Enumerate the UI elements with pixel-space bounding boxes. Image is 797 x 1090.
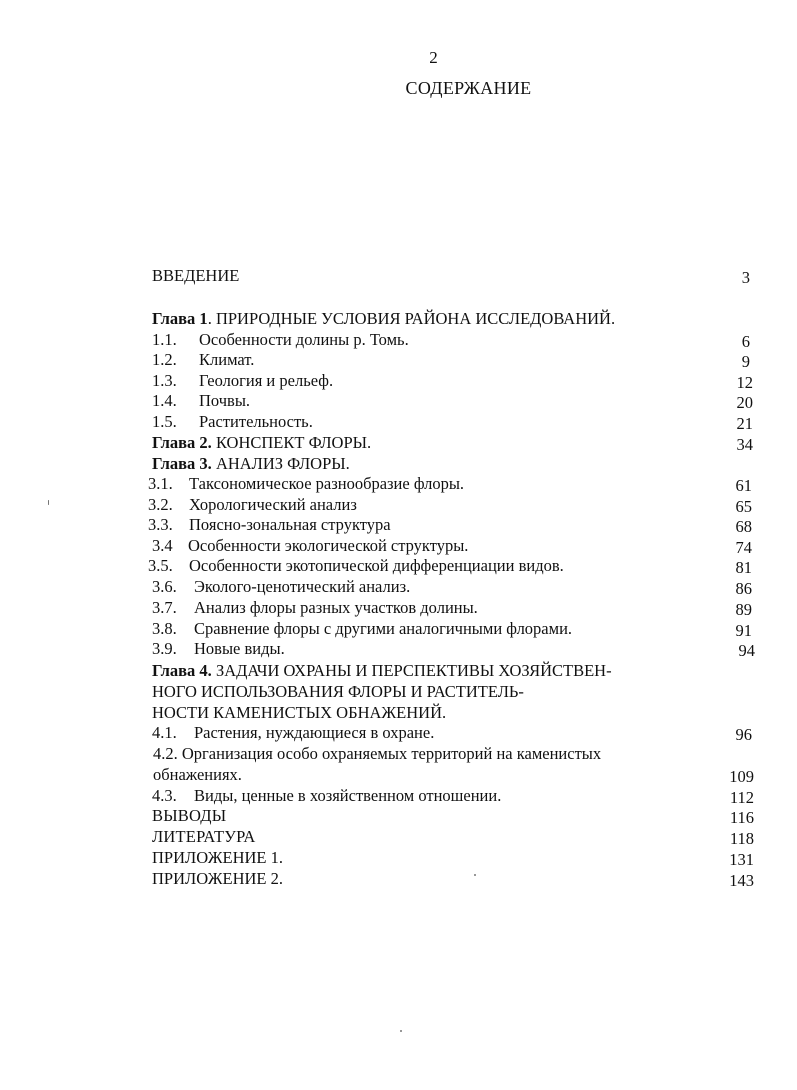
toc-section-1-3 [152, 371, 333, 391]
toc-section-3-4 [152, 536, 468, 556]
section-label: Особенности экотопической дифференциации видов. [189, 556, 564, 575]
toc-intro-page: 3 [741, 268, 750, 287]
toc-chapter-4-line-2: НОГО ИСПОЛЬЗОВАНИЯ ФЛОРЫ И РАСТИТЕЛЬ- [152, 682, 524, 701]
section-number: 1.2. [152, 350, 177, 369]
toc-section-4-2-line-2: обнажениях. [153, 765, 242, 784]
section-number: 3.8. [152, 619, 177, 638]
toc-section-3-5 [148, 556, 564, 576]
section-label: Таксономическое разнообразие флоры. [189, 474, 465, 493]
section-label: Эколого-ценотический анализ. [194, 577, 411, 596]
chapter-3-prefix: Глава 3. [152, 454, 212, 473]
toc-section-3-1 [148, 474, 464, 494]
toc-section-1-1 [152, 330, 409, 350]
section-number: 1.1. [152, 330, 177, 349]
section-page: 94 [738, 641, 755, 660]
section-page: 96 [735, 725, 752, 744]
section-number: 3.1. [148, 474, 173, 493]
section-number: 1.4. [152, 391, 177, 410]
chapter-2-page: 34 [736, 435, 753, 454]
section-label: Сравнение флоры с другими аналогичными флорами. [194, 619, 573, 638]
section-page: 61 [735, 476, 752, 495]
toc-section-1-2 [152, 350, 254, 370]
chapter-4-title-line-1: ЗАДАЧИ ОХРАНЫ И ПЕРСПЕКТИВЫ ХОЗЯЙСТВЕН- [211, 661, 612, 680]
toc-section-1-5 [152, 412, 313, 432]
toc-appendix-1: ПРИЛОЖЕНИЕ 1. [152, 848, 283, 867]
page-number: 2 [429, 48, 438, 67]
toc-section-4-3 [152, 786, 501, 806]
section-label: Виды, ценные в хозяйственном отношении. [194, 786, 502, 805]
toc-intro-label: ВВЕДЕНИЕ [152, 266, 240, 285]
scan-speck [474, 874, 476, 876]
section-number: 3.3. [148, 515, 173, 534]
section-page: 21 [736, 414, 753, 433]
toc-chapter-4-line-1 [152, 661, 612, 681]
section-label: Растительность. [199, 412, 313, 431]
section-label: Растения, нуждающиеся в охране. [194, 723, 435, 742]
section-page: 91 [735, 621, 752, 640]
section-number: 3.5. [148, 556, 173, 575]
section-label: Климат. [199, 350, 255, 369]
toc-chapter-2 [152, 433, 371, 453]
section-number: 1.5. [152, 412, 177, 431]
toc-section-3-2 [148, 495, 357, 515]
chapter-1-title: . ПРИРОДНЫЕ УСЛОВИЯ РАЙОНА ИССЛЕДОВАНИЙ. [207, 309, 616, 328]
chapter-2-title: КОНСПЕКТ ФЛОРЫ. [211, 433, 372, 452]
conclusions-page: 116 [729, 808, 754, 827]
section-page: 65 [735, 497, 752, 516]
chapter-2-prefix: Глава 2. [152, 433, 212, 452]
section-label: Почвы. [199, 391, 251, 410]
toc-chapter-4-line-3: НОСТИ КАМЕНИСТЫХ ОБНАЖЕНИЙ. [152, 703, 447, 722]
appendix-1-page: 131 [729, 850, 754, 869]
section-page: 6 [741, 332, 750, 351]
section-number: 3.7. [152, 598, 177, 617]
page-title: СОДЕРЖАНИЕ [405, 78, 532, 98]
section-label: Особенности экологической структуры. [188, 536, 469, 555]
section-label: Геология и рельеф. [199, 371, 334, 390]
section-label: Особенности долины р. Томь. [199, 330, 409, 349]
section-number: 3.9. [152, 639, 177, 658]
toc-chapter-3 [152, 454, 350, 474]
section-page: 20 [736, 393, 753, 412]
section-page: 112 [729, 788, 754, 807]
section-page: 81 [735, 558, 752, 577]
toc-section-4-2-line-1: 4.2. Организация особо охраняемых территорий на каменистых [153, 744, 602, 763]
toc-section-1-4 [152, 391, 250, 411]
toc-section-3-9 [152, 639, 285, 659]
section-page: 9 [741, 352, 750, 371]
section-number: 1.3. [152, 371, 177, 390]
chapter-1-prefix: Глава 1 [152, 309, 208, 328]
scan-speck [400, 1030, 402, 1032]
toc-section-3-7 [152, 598, 478, 618]
toc-literature: ЛИТЕРАТУРА [152, 827, 256, 846]
section-page: 89 [735, 600, 752, 619]
section-page: 74 [735, 538, 752, 557]
literature-page: 118 [729, 829, 754, 848]
section-number: 3.6. [152, 577, 177, 596]
toc-section-3-3 [148, 515, 391, 535]
toc-appendix-2: ПРИЛОЖЕНИЕ 2. [152, 869, 283, 888]
section-label: Поясно-зональная структура [189, 515, 391, 534]
toc-intro [152, 266, 239, 286]
section-number: 3.2. [148, 495, 173, 514]
appendix-2-page: 143 [729, 871, 754, 890]
toc-section-4-1 [152, 723, 434, 743]
section-page: 68 [735, 517, 752, 536]
section-page: 12 [736, 373, 753, 392]
section-number: 3.4 [152, 536, 173, 555]
toc-chapter-1 [152, 309, 615, 329]
section-page: 86 [735, 579, 752, 598]
chapter-3-title: АНАЛИЗ ФЛОРЫ. [211, 454, 350, 473]
section-number: 4.3. [152, 786, 177, 805]
section-page: 109 [729, 767, 754, 786]
toc-section-3-6 [152, 577, 410, 597]
section-label: Хорологический анализ [189, 495, 357, 514]
toc-section-3-8 [152, 619, 572, 639]
section-label: Новые виды. [194, 639, 285, 658]
section-label: Анализ флоры разных участков долины. [194, 598, 478, 617]
scan-speck [48, 500, 49, 505]
section-number: 4.1. [152, 723, 177, 742]
chapter-4-prefix: Глава 4. [152, 661, 212, 680]
toc-conclusions: ВЫВОДЫ [152, 806, 227, 825]
